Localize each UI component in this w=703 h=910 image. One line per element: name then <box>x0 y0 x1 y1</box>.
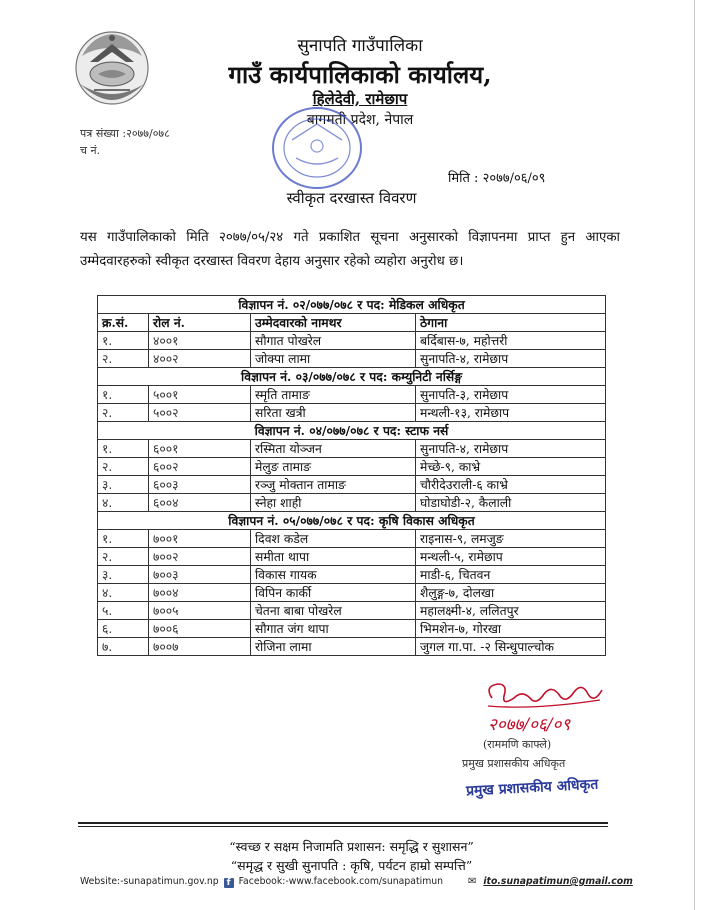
table-row <box>98 386 606 404</box>
footer-slogan-2: “समृद्ध र सुखी सुनापति : कृषि, पर्यटन हाम्रो सम्पत्ति” <box>230 858 473 873</box>
address-cell: भिमशेन-७, गोरखा <box>416 620 606 638</box>
address-cell: बर्दिबास-७, महोत्तरी <box>416 332 606 350</box>
serial-cell: ३. <box>98 566 149 584</box>
roll-cell: ७००६ <box>149 620 251 638</box>
roll-cell: ६००३ <box>149 476 251 494</box>
table-row <box>98 530 606 548</box>
table-row <box>98 566 606 584</box>
address-cell: शैलुङ्ग-७, दोलखा <box>416 584 606 602</box>
name-cell: रञ्जु मोक्तान तामाङ <box>251 476 416 494</box>
serial-cell: २. <box>98 458 149 476</box>
name-cell: मेलुङ तामाङ <box>251 458 416 476</box>
table-row <box>98 548 606 566</box>
roll-cell: ७००७ <box>149 638 251 656</box>
roll-cell: ५००१ <box>149 386 251 404</box>
roll-cell: ५००२ <box>149 404 251 422</box>
roll-cell: ७००५ <box>149 602 251 620</box>
name-cell: सरिता खत्री <box>251 404 416 422</box>
address-cell: सुनापति-३, रामेछाप <box>416 386 606 404</box>
table-row <box>98 458 606 476</box>
roll-cell: ७००३ <box>149 566 251 584</box>
section-heading: विज्ञापन नं. ०२/०७७/०७८ र पद: मेडिकल अधिकृत <box>98 296 606 314</box>
letter-number: पत्र संख्या :२०७७/०७८ <box>80 127 170 140</box>
section-heading: विज्ञापन नं. ०५/०७७/०७८ र पद: कृषि विकास अधिकृत <box>98 512 606 530</box>
roll-cell: ६००४ <box>149 494 251 512</box>
table-row <box>98 638 606 656</box>
serial-cell: २. <box>98 404 149 422</box>
signatory-designation: प्रमुख प्रशासकीय अधिकृत <box>462 757 566 770</box>
table-section-heading <box>98 296 606 314</box>
designation-stamp: प्रमुख प्रशासकीय अधिकृत <box>465 776 599 800</box>
roll-cell: ७००४ <box>149 584 251 602</box>
name-cell: रस्मिता योञ्जन <box>251 440 416 458</box>
table-row <box>98 602 606 620</box>
name-cell: जोक्पा लामा <box>251 350 416 368</box>
serial-cell: ५. <box>98 602 149 620</box>
table-row <box>98 440 606 458</box>
facebook-icon: f <box>224 878 234 888</box>
name-cell: विपिन कार्की <box>251 584 416 602</box>
footer-divider-thin <box>78 826 608 827</box>
handwritten-signature <box>474 676 609 738</box>
serial-cell: २. <box>98 548 149 566</box>
nepal-emblem-icon <box>68 22 156 110</box>
body-paragraph: यस गाउँपालिकाको मिति २०७७/०५/२४ गते प्रकाशित सूचना अनुसारको विज्ञापनमा प्राप्त हुन आएका उम्मेदवारहरुको स्वीकृत दरखास्त विवरण देहाय अनुसार रहेको व्यहोरा अनुरोध छ। <box>80 230 620 269</box>
table-row <box>98 584 606 602</box>
table-row <box>98 494 606 512</box>
table-row <box>98 404 606 422</box>
serial-cell: १. <box>98 440 149 458</box>
footer-divider <box>78 822 608 824</box>
office-province-line: बागमती प्रदेश, नेपाल <box>306 112 414 128</box>
column-header-address: ठेगाना <box>416 314 606 332</box>
accepted-applications-table <box>97 295 606 656</box>
name-cell: विकास गायक <box>251 566 416 584</box>
table-row <box>98 332 606 350</box>
address-cell: सुनापति-४, रामेछाप <box>416 350 606 368</box>
name-cell: स्मृति तामाङ <box>251 386 416 404</box>
table-row <box>98 350 606 368</box>
office-name-line2: गाउँ कार्यपालिकाको कार्यालय, <box>228 60 492 89</box>
address-cell: महालक्ष्मी-४, ललितपुर <box>416 602 606 620</box>
roll-cell: ४००१ <box>149 332 251 350</box>
section-heading: विज्ञापन नं. ०३/०७७/०७८ र पद: कम्युनिटी नर्सिङ्ग <box>98 368 606 386</box>
table-row <box>98 476 606 494</box>
serial-cell: १. <box>98 530 149 548</box>
facebook-link[interactable]: Facebook:-www.facebook.com/sunapatimun <box>238 876 444 887</box>
address-cell: मन्थली-१३, रामेछाप <box>416 404 606 422</box>
name-cell: समीता थापा <box>251 548 416 566</box>
serial-cell: २. <box>98 350 149 368</box>
dispatch-number: च नं. <box>80 144 101 157</box>
table-header-row <box>98 314 606 332</box>
section-heading: विज्ञापन नं. ०४/०७७/०७८ र पद: स्टाफ नर्स <box>98 422 606 440</box>
name-cell: दिवश कडेल <box>251 530 416 548</box>
name-cell: सौगात पोखरेल <box>251 332 416 350</box>
mail-icon: ✉ <box>468 876 477 887</box>
address-cell: माडी-६, चितवन <box>416 566 606 584</box>
table-section-heading <box>98 422 606 440</box>
roll-cell: ७००२ <box>149 548 251 566</box>
document-title: स्वीकृत दरखास्त विवरण <box>286 189 417 207</box>
document-date: मिति : २०७७/०६/०९ <box>448 171 546 186</box>
address-cell: चौरीदेउराली-६ काभ्रे <box>416 476 606 494</box>
address-cell: राइनास-९, लमजुङ <box>416 530 606 548</box>
table-section-heading <box>98 368 606 386</box>
address-cell: जुगल गा.पा. -२ सिन्धुपाल्चोक <box>416 638 606 656</box>
name-cell: स्नेहा शाही <box>251 494 416 512</box>
signature-date: २०७७/०६/०९ <box>488 715 571 735</box>
address-cell: मन्थली-५, रामेछाप <box>416 548 606 566</box>
table-section-heading <box>98 512 606 530</box>
office-name-line1: सुनापति गाउँपालिका <box>297 36 423 56</box>
serial-cell: १. <box>98 386 149 404</box>
website-link[interactable]: Website:-sunapatimun.gov.np <box>80 876 219 887</box>
serial-cell: ६. <box>98 620 149 638</box>
footer-slogan-1: “स्वच्छ र सक्षम निजामति प्रशासन: समृद्धि र सुशासन” <box>229 839 474 854</box>
serial-cell: ७. <box>98 638 149 656</box>
table-row <box>98 620 606 638</box>
serial-cell: १. <box>98 332 149 350</box>
email-link[interactable]: ito.sunapatimun@gmail.com <box>483 876 633 887</box>
name-cell: सौगात जंग थापा <box>251 620 416 638</box>
office-address-line: हिलेदेवी, रामेछाप <box>312 90 408 108</box>
page-edge <box>694 0 695 910</box>
address-cell: सुनापति-४, रामेछाप <box>416 440 606 458</box>
signatory-name: (राममणि काफ्ले) <box>483 738 552 751</box>
serial-cell: ३. <box>98 476 149 494</box>
column-header-roll: रोल नं. <box>149 314 251 332</box>
address-cell: मेच्छे-९, काभ्रे <box>416 458 606 476</box>
roll-cell: ७००१ <box>149 530 251 548</box>
column-header-serial: क्र.सं. <box>98 314 149 332</box>
address-cell: घोडाघोडी-२, कैलाली <box>416 494 606 512</box>
roll-cell: ६००२ <box>149 458 251 476</box>
roll-cell: ६००१ <box>149 440 251 458</box>
name-cell: रोजिना लामा <box>251 638 416 656</box>
serial-cell: ४. <box>98 494 149 512</box>
office-stamp-icon <box>262 98 372 198</box>
name-cell: चेतना बाबा पोखरेल <box>251 602 416 620</box>
footer-contacts <box>80 876 633 888</box>
column-header-name: उम्मेदवारको नामथर <box>251 314 416 332</box>
serial-cell: ४. <box>98 584 149 602</box>
roll-cell: ४००२ <box>149 350 251 368</box>
